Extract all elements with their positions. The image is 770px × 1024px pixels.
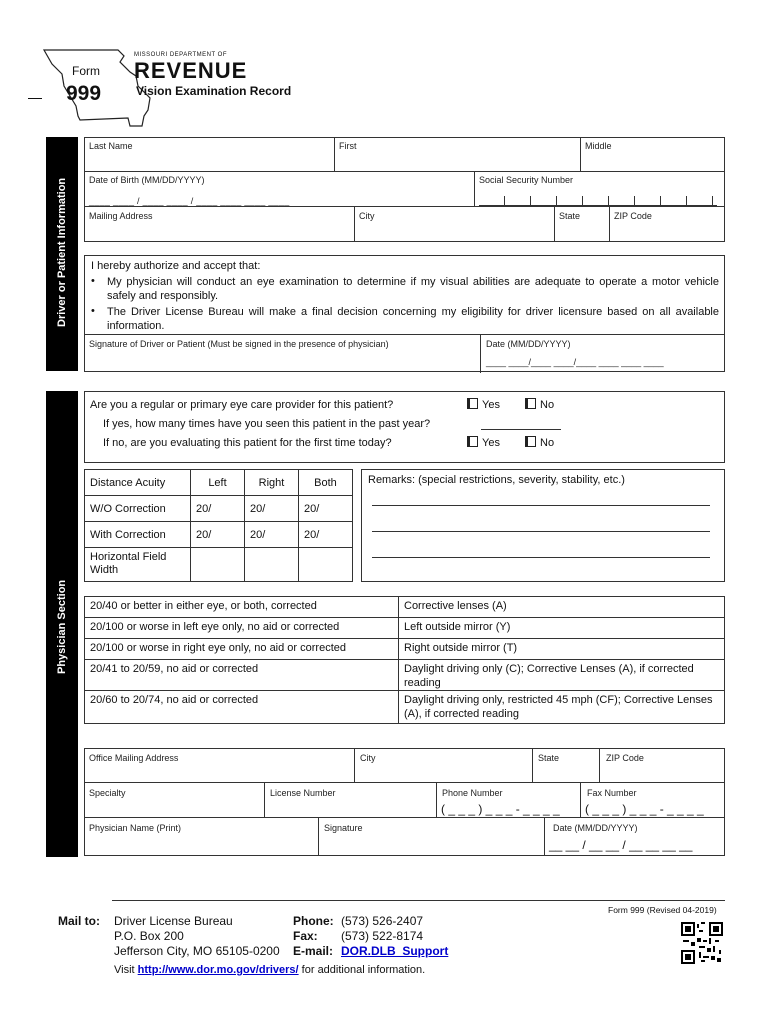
fax-number-field[interactable] (580, 782, 725, 818)
visit-suffix: for additional information. (301, 964, 426, 976)
restriction-row-left[interactable]: 20/40 or better in either eye, or both, corrected (84, 596, 399, 618)
form-number: 999 (66, 82, 102, 105)
mailing-address-label: Mailing Address (89, 211, 153, 221)
bullet-1-dot: • (91, 275, 95, 287)
question-2: If yes, how many times have you seen this patient in the past year? (103, 418, 431, 430)
remarks-line-1[interactable] (372, 492, 710, 506)
physician-date-label: Date (MM/DD/YYYY) (553, 823, 638, 833)
form-revision: Form 999 (Revised 04-2019) (608, 905, 717, 915)
phone-number-mask: ( _ _ _ ) _ _ _ - _ _ _ _ (441, 802, 560, 816)
q1-yes-checkbox[interactable]: Yes (467, 398, 500, 411)
question-1: Are you a regular or primary eye care provider for this patient? (90, 399, 394, 411)
sig-date-field[interactable] (480, 334, 725, 373)
office-address-label: Office Mailing Address (89, 753, 179, 763)
office-zip-label: ZIP Code (606, 753, 644, 763)
phone-number-label: Phone Number (442, 788, 503, 798)
acuity-header-both: Both (298, 469, 353, 496)
fax-value: (573) 522-8174 (341, 929, 424, 943)
remarks-line-2[interactable] (372, 518, 710, 532)
address-line-2: P.O. Box 200 (114, 929, 184, 943)
acuity-left-wo[interactable]: 20/ (190, 495, 245, 522)
dob-field[interactable] (84, 171, 475, 207)
checkbox-icon (467, 398, 478, 409)
office-city-label: City (360, 753, 376, 763)
acuity-right-wo[interactable]: 20/ (244, 495, 299, 522)
email-link[interactable]: DOR.DLB_Support (341, 944, 449, 958)
agency-small-text: MISSOURI DEPARTMENT OF (134, 52, 228, 58)
address-line-1: Driver License Bureau (114, 914, 233, 928)
q3-no-checkbox[interactable]: No (525, 436, 554, 449)
driver-sidebar (46, 137, 78, 371)
ssn-label: Social Security Number (479, 175, 574, 185)
authorization-block (84, 255, 725, 372)
restriction-row-right[interactable]: Daylight driving only, restricted 45 mph (CF); Corrective Lenses (A), if corrected reading (398, 690, 725, 724)
footer-rule (112, 900, 725, 901)
first-name-field[interactable] (334, 137, 581, 172)
acuity-row-label: With Correction (84, 521, 191, 548)
acuity-both-with[interactable]: 20/ (298, 521, 353, 548)
phone-label: Phone: (293, 914, 334, 928)
q2-answer-line[interactable] (481, 418, 561, 430)
form-title: Vision Examination Record (136, 84, 292, 98)
bullet-2-dot: • (91, 305, 95, 317)
bullet-1: My physician will conduct an eye examination to determine if my visual abilities are adequate to operate a motor vehicle safely and responsibly. (107, 276, 719, 302)
license-number-field[interactable] (264, 782, 437, 818)
office-state-label: State (538, 753, 560, 763)
form-label: Form (72, 64, 100, 78)
q1-no-checkbox[interactable]: No (525, 398, 554, 411)
last-name-field[interactable] (84, 137, 335, 172)
email-label: E-mail: (293, 944, 334, 958)
acuity-header-right: Right (244, 469, 299, 496)
office-city-field[interactable] (354, 748, 533, 783)
restriction-row-right[interactable]: Right outside mirror (T) (398, 638, 725, 660)
checkbox-icon (467, 436, 478, 447)
remarks-label: Remarks: (special restrictions, severity, stability, etc.) (368, 474, 625, 486)
restriction-row-right[interactable]: Daylight driving only (C); Corrective Lenses (A), if corrected reading (398, 659, 725, 691)
physician-signature-label: Signature (324, 823, 363, 833)
address-line-3: Jefferson City, MO 65105-0200 (114, 944, 280, 958)
visit-prefix: Visit (114, 964, 135, 976)
sig-date-mask: ____ ____/____ ____/____ ____ ____ ____ (486, 357, 664, 367)
physician-signature-field[interactable] (318, 817, 545, 856)
visit-line (114, 964, 425, 976)
city-field[interactable] (354, 206, 555, 242)
field-width-both[interactable] (298, 547, 353, 582)
acuity-row-label: W/O Correction (84, 495, 191, 522)
provider-questions (84, 391, 725, 463)
sig-date-label: Date (MM/DD/YYYY) (486, 339, 571, 349)
specialty-label: Specialty (89, 788, 126, 798)
remarks-box[interactable] (361, 469, 725, 582)
checkbox-icon (525, 436, 536, 447)
signature-field[interactable] (84, 334, 481, 373)
phone-value: (573) 526-2407 (341, 914, 424, 928)
fax-number-mask: ( _ _ _ ) _ _ _ - _ _ _ _ (585, 802, 704, 816)
q3-yes-checkbox[interactable]: Yes (467, 436, 500, 449)
dob-label: Date of Birth (MM/DD/YYYY) (89, 175, 205, 185)
dob-mask: ____ ____ / ____ ____ / ____ ____ ____ ____ (89, 196, 290, 206)
restriction-row-left[interactable]: 20/60 to 20/74, no aid or corrected (84, 690, 399, 724)
physician-name-field[interactable] (84, 817, 319, 856)
drivers-website-link[interactable]: http://www.dor.mo.gov/drivers/ (137, 964, 299, 976)
header (30, 40, 350, 130)
state-label: State (559, 211, 581, 221)
bullet-2: The Driver License Bureau will make a final decision concerning my eligibility for driver licensure based on all available information. (107, 306, 719, 332)
revenue-logo: REVENUE (134, 58, 248, 83)
fax-number-label: Fax Number (587, 788, 637, 798)
physician-date-mask: __ __ / __ __ / __ __ __ __ (549, 838, 693, 852)
acuity-row-label: Horizontal Field Width (84, 547, 191, 582)
ssn-digit-boxes (479, 196, 717, 206)
remarks-line-3[interactable] (372, 544, 710, 558)
restriction-row-right[interactable]: Corrective lenses (A) (398, 596, 725, 618)
last-name-label: Last Name (89, 141, 133, 151)
acuity-header-label: Distance Acuity (84, 469, 191, 496)
header-dash (28, 98, 42, 99)
physician-name-label: Physician Name (Print) (89, 823, 182, 833)
authorize-intro: I hereby authorize and accept that: (91, 260, 261, 272)
zip-label: ZIP Code (614, 211, 652, 221)
phone-number-field[interactable] (436, 782, 581, 818)
acuity-header-left: Left (190, 469, 245, 496)
driver-sidebar-label: Driver or Patient Information (56, 177, 68, 327)
state-field[interactable] (554, 206, 610, 242)
field-width-right[interactable] (244, 547, 299, 582)
city-label: City (359, 211, 375, 221)
fax-label: Fax: (293, 929, 318, 943)
field-width-left[interactable] (190, 547, 245, 582)
acuity-left-with[interactable]: 20/ (190, 521, 245, 548)
restriction-row-left[interactable]: 20/100 or worse in right eye only, no aid or corrected (84, 638, 399, 660)
mailing-address-field[interactable] (84, 206, 355, 242)
restriction-row-right[interactable]: Left outside mirror (Y) (398, 617, 725, 639)
signature-label: Signature of Driver or Patient (Must be signed in the presence of physician) (89, 339, 389, 349)
physician-date-field[interactable] (544, 817, 725, 856)
acuity-right-with[interactable]: 20/ (244, 521, 299, 548)
office-address-field[interactable] (84, 748, 355, 783)
first-name-label: First (339, 141, 357, 151)
office-state-field[interactable] (532, 748, 600, 783)
checkbox-icon (525, 398, 536, 409)
qr-code-icon[interactable] (681, 922, 723, 964)
mail-to-label: Mail to: (58, 914, 100, 928)
office-zip-field[interactable] (599, 748, 725, 783)
specialty-field[interactable] (84, 782, 265, 818)
license-number-label: License Number (270, 788, 336, 798)
restriction-row-left[interactable]: 20/41 to 20/59, no aid or corrected (84, 659, 399, 691)
middle-name-label: Middle (585, 141, 612, 151)
question-3: If no, are you evaluating this patient for the first time today? (103, 437, 392, 449)
middle-name-field[interactable] (580, 137, 725, 172)
physician-sidebar-label: Physician Section (56, 579, 68, 674)
restriction-row-left[interactable]: 20/100 or worse in left eye only, no aid or corrected (84, 617, 399, 639)
ssn-field[interactable] (474, 171, 725, 207)
acuity-both-wo[interactable]: 20/ (298, 495, 353, 522)
zip-field[interactable] (609, 206, 725, 242)
physician-sidebar (46, 391, 78, 857)
